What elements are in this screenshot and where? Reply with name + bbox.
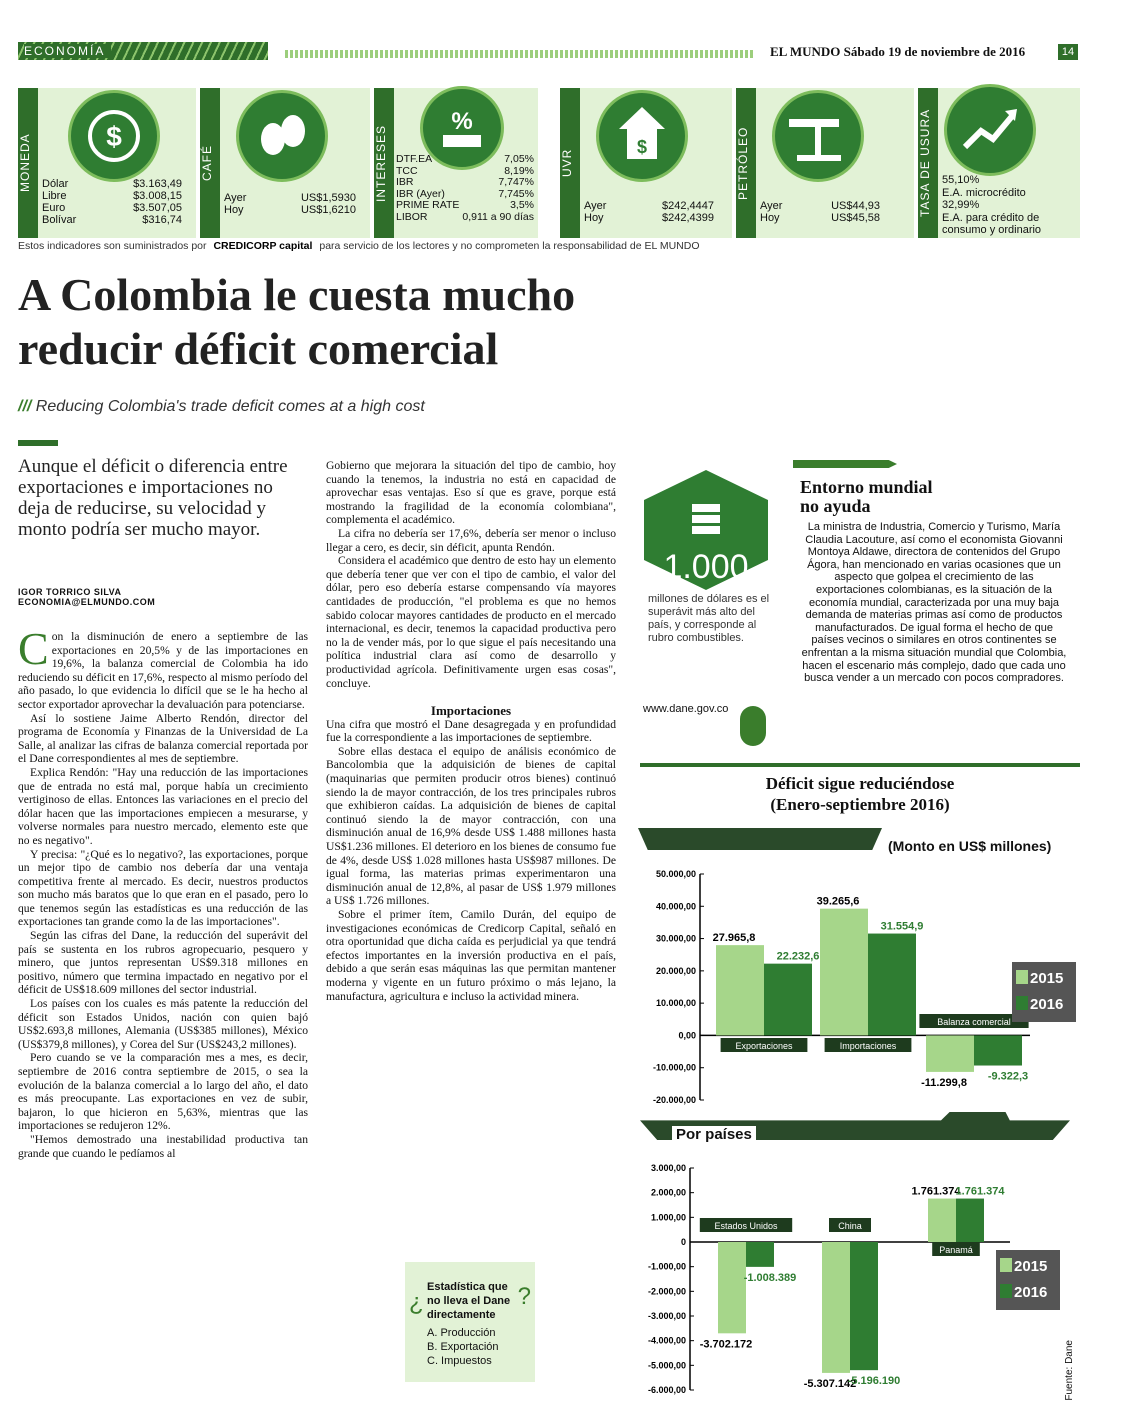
indicator-row <box>396 212 534 224</box>
rising-chart-icon <box>944 84 1036 176</box>
indicator-row <box>42 202 182 214</box>
data-label: 1.761.374 <box>955 1185 1005 1198</box>
chart-unit-label: (Monto en US$ millones) <box>885 838 1054 854</box>
indicator-label: TASA DE USURA <box>918 88 938 238</box>
big-number-note: millones de dólares es el superávit más alto del país, y corresponde al rubro combustibles. <box>648 593 770 644</box>
question-mark-icon: ¿ <box>409 1289 424 1316</box>
category-label: China <box>838 1221 862 1231</box>
indicator-row <box>584 200 714 212</box>
paragraph: Sobre el primer ítem, Camilo Durán, del equipo de investigaciones económicas de Credicorp Capital, señaló en otra oportunidad que dicha caída es perjudicial ya que tendrá efectos importantes en la inversión productiva en el país, debido a que serán esas máquinas las que permitan mantener moderna y vigente en un futuro próximo o más lejano, la manufactura, agricultura e incluso la actividad minera. <box>326 908 616 1003</box>
paragraph <box>18 997 308 1051</box>
chart-subtitle: (Enero-septiembre 2016) <box>770 795 950 814</box>
chart-title-text: Déficit sigue reduciéndose <box>765 774 955 793</box>
headline <box>18 268 838 376</box>
indicator-key: Ayer <box>224 192 247 204</box>
note-text-2: para servicio de los lectores y no comprometen la responsabilidad de EL MUNDO <box>319 240 700 252</box>
paragraph <box>18 712 308 766</box>
svg-text:$: $ <box>106 121 122 152</box>
cargo-ship-icon <box>638 828 882 850</box>
tick-label: -10.000,00 <box>652 1062 696 1073</box>
indicator-key: PRIME RATE <box>396 199 460 211</box>
paragraph-text: Y precisa: "¿Qué es lo negativo?, las exportaciones, porque un mejor tipo de cambio nos debería dar una ventaja competitiva frente al mercado. Es decir, nuestros productos son mucho más baratos que lo que eran en el pasado, pero lo que tenemos según las estadísticas es una reducción de las exportaciones tan grande como la de las importaciones". <box>18 847 308 929</box>
sidebar-title-1: Entorno mundial <box>800 477 933 497</box>
tick-label: 10.000,00 <box>655 998 696 1009</box>
legend-swatch <box>1000 1284 1012 1298</box>
bar-2016 <box>746 1242 774 1267</box>
sidebar-title-2: no ayuda <box>800 496 871 516</box>
indicator-value: US$1,5930 <box>300 192 356 204</box>
indicator-value: 7,747% <box>498 176 534 188</box>
paragraph <box>18 766 308 848</box>
chart-deficit <box>630 862 1080 1112</box>
indicators-note <box>18 240 699 252</box>
indicator-usura <box>918 88 1080 238</box>
indicator-value: US$1,6210 <box>300 204 356 216</box>
author-email: ECONOMIA@ELMUNDO.COM <box>18 597 156 607</box>
indicator-row <box>584 212 714 224</box>
indicator-key: IBR <box>396 176 414 188</box>
quiz-title: Estadística que no lleva el Dane directamente <box>427 1281 511 1321</box>
paragraph-text: Así lo sostiene Jaime Alberto Rendón, director del programa de Economía y Finanzas de la Universidad de La Salle, al analizar las cifras de balanza comercial reportada por el Dane correspondientes al mes de septiembre. <box>18 711 308 766</box>
dane-url[interactable]: www.dane.gov.co <box>643 703 729 715</box>
tick-label: 30.000,00 <box>655 933 696 944</box>
bar-2015 <box>718 1242 746 1333</box>
indicator-label: CAFÉ <box>200 88 220 238</box>
indicator-row <box>396 177 534 189</box>
indicator-row <box>760 200 880 212</box>
legend-label: 2016 <box>1014 1284 1048 1301</box>
masthead: EL MUNDO Sábado 19 de noviembre de 2016 <box>770 44 1026 59</box>
indicator-row <box>760 212 880 224</box>
sidebar-title <box>800 478 933 516</box>
indicator-key: Libre <box>42 190 67 202</box>
section-label: ECONOMÍA <box>24 44 111 58</box>
data-label: -3.702.172 <box>699 1338 753 1351</box>
indicator-row <box>42 190 182 202</box>
tick-label: -6.000,00 <box>647 1385 686 1395</box>
indicator-value: $3.507,05 <box>133 202 182 214</box>
paragraph-text: on la disminución de enero a septiembre de las exportaciones en 20,5% y de las importaciones en 19,6%, la balanza comercial de Colombia ha ido reduciendo su déficit en 17,6%, respecto al mismo período del año pasado, lo que evidencia lo difícil que se le ha hecho al sector exportador aprovechar la devaluación para potenciarse. <box>18 630 308 711</box>
mouse-icon <box>740 706 766 746</box>
paragraph-text: Pero cuando se ve la comparación mes a mes, es decir, septiembre de 2016 contra septiembre de 2015, o sea la evolución de la balanza comercial a lo largo del año, el dato es más preocupante. Las exportaciones en vez de subir, bajaron, lo que hicieron en 5,63%, mientras que las importaciones se redujeron 12%. <box>18 1051 308 1133</box>
indicator-label: MONEDA <box>18 88 38 238</box>
category-label: Panamá <box>939 1245 973 1255</box>
legend-swatch <box>1016 970 1028 984</box>
paragraph-text: Los países con los cuales es más patente la reducción del déficit son Estados Unidos, nación con quien bajó US$2.693,8 millones, Alemania (US$385 millones), México (US$379,8 millones), y Corea del Sur (US$243,2 millones). <box>18 997 308 1051</box>
data-label: 1.761.374 <box>911 1185 961 1198</box>
tick-label: -2.000,00 <box>647 1286 686 1297</box>
paragraph: Una cifra que mostró el Dane desagregada y en profundidad fue la correspondiente a las importaciones de septiembre. <box>326 717 616 745</box>
bar-2015 <box>926 1035 974 1071</box>
data-label: -9.322,3 <box>987 1070 1029 1083</box>
paragraph <box>18 1051 308 1133</box>
usura-line: E.A. microcrédito <box>942 186 1026 199</box>
chart-source: Fuente: Dane <box>1064 1340 1075 1401</box>
indicator-key: Hoy <box>760 212 780 224</box>
data-label: -11.299,8 <box>921 1076 967 1089</box>
indicator-rows <box>942 174 1078 237</box>
svg-text:$: $ <box>636 137 648 157</box>
indicator-value: 0,911 a 90 días <box>462 210 534 223</box>
indicator-key: TCC <box>396 164 418 177</box>
legend-swatch <box>1000 1258 1012 1272</box>
indicator-key: Euro <box>42 202 66 214</box>
indicator-rows <box>224 192 356 216</box>
indicator-label: INTERESES <box>374 88 394 238</box>
indicator-key: DTF.EA <box>396 153 433 165</box>
indicator-rows <box>396 154 534 223</box>
indicator-row <box>396 200 534 212</box>
data-label: 31.554,9 <box>880 920 924 933</box>
tick-label: 0 <box>680 1237 686 1247</box>
article-column-2 <box>326 459 616 1003</box>
category-label: Balanza comercial <box>937 1017 1011 1027</box>
usura-line: 55,10% <box>942 174 980 186</box>
paragraph <box>18 1133 308 1160</box>
sponsor-logo: CREDICORP capital <box>213 240 313 252</box>
category-label: Importaciones <box>839 1041 897 1051</box>
paragraph <box>18 848 308 930</box>
indicator-label: UVR <box>560 88 580 238</box>
oil-pump-icon <box>772 90 864 182</box>
indicator-row <box>42 214 182 226</box>
tick-label: -4.000,00 <box>647 1335 686 1346</box>
decorative-stripe <box>285 50 755 58</box>
byline <box>18 587 155 607</box>
legend-swatch <box>1016 996 1028 1010</box>
bar-2016 <box>850 1242 878 1370</box>
quiz-option: A. Producción <box>427 1327 496 1339</box>
tick-label: 20.000,00 <box>655 965 696 976</box>
indicator-key: Dólar <box>42 178 69 190</box>
usura-line: consumo y ordinario <box>942 224 1042 236</box>
paragraph: Gobierno que mejorara la situación del tipo de cambio, hoy cuando la tenemos, la industria no está en capacidad de aprovechar esas ventajas. Eso sí que es grave, porque está mostrando la fragilidad de la economía colombiana", complementa el académico. <box>326 459 616 527</box>
data-label: -5.307.142 <box>803 1377 857 1390</box>
subheading: Importaciones <box>430 703 512 719</box>
indicator-cafe <box>200 88 370 238</box>
paragraph <box>18 623 308 712</box>
coffee-bean-icon <box>236 90 328 182</box>
bar-2016 <box>764 964 812 1036</box>
indicator-value: $316,74 <box>142 214 182 226</box>
bar-2015 <box>716 945 764 1035</box>
tick-label: -3.000,00 <box>647 1311 686 1321</box>
indicator-row <box>42 178 182 190</box>
sidebar-text: La ministra de Industria, Comercio y Turismo, María Claudia Lacouture, así como el economista Giovanni Montoya Aldawe, directora de contenidos del Grupo Ágora, han mencionado en varias ocasiones que un aspecto que golpea el crecimiento de las exportaciones colombianas, es la situación de la economía mundial, caracterizada por una muy baja demanda de materias primas así como de productos manufacturados. De igual forma el hecho de que países vecinos o similares en otros continentes se enfrentan a la misma situación mundial que Colombia, hacen el escenario más complejo, dado que cada uno busca vender a un mercado con pocos compradores. <box>801 521 1067 685</box>
bar-2015 <box>820 909 868 1036</box>
legend-label: 2016 <box>1030 996 1064 1013</box>
indicator-row <box>224 192 356 204</box>
indicator-key: IBR (Ayer) <box>396 187 445 200</box>
drop-cap: C <box>18 623 49 674</box>
tick-label: 0,00 <box>678 1030 696 1041</box>
indicator-rows <box>584 200 714 224</box>
paragraph: La cifra no debería ser 17,6%, debería ser menor o incluso llegar a cero, es decir, sin déficit, apunta Rendón. <box>326 526 616 554</box>
indicator-petroleo <box>736 88 914 238</box>
svg-text:%: % <box>451 108 473 135</box>
indicator-row <box>396 154 534 166</box>
indicator-intereses <box>374 88 538 238</box>
category-label: Exportaciones <box>735 1041 793 1051</box>
growth-house-icon <box>596 90 688 182</box>
indicator-value: US$45,58 <box>831 212 880 224</box>
indicator-row <box>224 204 356 216</box>
paragraph-text: "Hemos demostrado una inestabilidad productiva tan grande que cuando le pedíamos al <box>18 1132 308 1160</box>
divider <box>640 763 1080 767</box>
indicator-rows <box>42 178 182 226</box>
subhead <box>18 398 425 416</box>
note-text: Estos indicadores son suministrados por <box>18 240 207 252</box>
lede: Aunque el déficit o diferencia entre exportaciones e importaciones no deja de reducirse, su velocidad y monto podría ser mucho mayor. <box>18 456 288 540</box>
indicator-key: Hoy <box>584 212 604 224</box>
tick-label: -5.000,00 <box>647 1360 686 1371</box>
chart-2-title: Por países <box>672 1126 756 1143</box>
indicator-value: $3.163,49 <box>133 178 182 190</box>
subhead-text: Reducing Colombia's trade deficit comes at a high cost <box>35 398 425 415</box>
pencil-icon <box>793 460 897 468</box>
divider <box>18 440 58 446</box>
legend-label: 2015 <box>1014 1258 1048 1275</box>
bar-2015 <box>822 1242 850 1373</box>
tick-label: -1.000,00 <box>647 1261 686 1272</box>
tick-label: 40.000,00 <box>655 901 696 912</box>
indicator-key: Hoy <box>224 204 244 216</box>
article-column-1 <box>18 623 308 1160</box>
indicator-value: 7,745% <box>498 187 534 200</box>
tick-label: 3.000,00 <box>650 1163 686 1173</box>
indicator-moneda <box>18 88 196 238</box>
category-label: Estados Unidos <box>714 1221 778 1231</box>
quiz-box <box>405 1262 535 1382</box>
tick-label: -20.000,00 <box>652 1095 696 1105</box>
indicator-key: Bolívar <box>42 214 77 226</box>
bar-2015 <box>928 1199 956 1242</box>
legend-label: 2015 <box>1030 970 1064 987</box>
tick-label: 1.000,00 <box>650 1212 686 1223</box>
indicator-key: Ayer <box>760 200 783 212</box>
bar-2016 <box>974 1035 1022 1065</box>
indicator-value: 8,19% <box>504 164 534 177</box>
paragraph: Considera el académico que dentro de esto hay un elemento que debería tener que ver con el tipo de cambio, el valor del dólar, pero eso debería estarse compensando vía mayores cantidades de producción, "el problema es que no hemos sabido colocar mayores cantidades de producto en el mercado internacional, es decir, tenemos la capacidad productiva pero no la de vender más, por lo que sigue el país necesitando una política industrial clara así como de desarrollo y productividad agrícola. Definitivamente urgen esas cosas", concluye. <box>326 554 616 690</box>
indicator-value: $242,4447 <box>662 200 714 212</box>
indicator-value: 7,05% <box>504 153 534 165</box>
bills-icon <box>690 500 722 541</box>
quiz-option: C. Impuestos <box>427 1355 492 1367</box>
indicator-key: Ayer <box>584 200 607 212</box>
indicator-uvr <box>560 88 732 238</box>
page-number: 14 <box>1058 44 1078 60</box>
chart-title <box>640 773 1080 815</box>
paragraph <box>18 929 308 997</box>
indicator-value: $242,4399 <box>662 212 714 224</box>
chart-countries <box>630 1150 1060 1400</box>
data-label: 27.965,8 <box>712 932 756 945</box>
author: IGOR TORRICO SILVA <box>18 587 122 597</box>
question-mark-icon: ? <box>517 1283 531 1310</box>
indicator-label: PETRÓLEO <box>736 88 756 238</box>
usura-line: 32,99% <box>942 199 980 211</box>
data-label: -5.196.190 <box>847 1375 901 1388</box>
indicator-rows <box>760 200 880 224</box>
section-bar <box>18 42 268 60</box>
paragraph-text: Según las cifras del Dane, la reducción del superávit del país se sustenta en los rubros agropecuario, pesquero y minero, que juntos representan US$9.318 millones en positivo, número que termina impactado en negativo por el déficit de US$18.609 millones del sector industrial. <box>18 929 308 997</box>
paragraph: Sobre ellas destaca el equipo de análisis económico de Bancolombia que la adquisición de bienes de capital (maquinarias que permiten producir otros bienes) continuó siendo la de mayor contracción, de los tres principales rubros que exhibieron caídas. La adquisición de bienes de capital continuó siendo la de mayor contracción, con una disminución anual de 16,9% desde US$ 1.488 millones hasta US$1.236 millones. El deterioro en los bienes de consumo fue de 4%, desde US$ 1.028 millones hasta US$987 millones. De igual forma, las materias primas experimentaron una disminución anual de 12,8%, al pasar de US$ 1.979 millones a US$ 1.726 millones. <box>326 744 616 908</box>
usura-line: E.A. para crédito de <box>942 211 1040 224</box>
indicator-value: US$44,93 <box>831 200 880 212</box>
data-label: 22.232,6 <box>776 950 820 963</box>
paragraph-text: Explica Rendón: "Hay una reducción de las importaciones que de entrada no está mal, porque había un crecimiento vertiginoso de ellas. Entonces las variaciones en el precio del dólar hacen que las importaciones empiecen a mesurarse, y volverse normales para nuestro mercado, elemento este que no es negativo". <box>18 765 308 847</box>
quiz-option: B. Exportación <box>427 1341 499 1353</box>
quiz-options <box>427 1326 527 1368</box>
indicator-value: $3.008,15 <box>133 190 182 202</box>
headline-line-1: A Colombia le cuesta mucho <box>18 269 576 320</box>
money-icon <box>68 90 160 182</box>
headline-line-2: reducir déficit comercial <box>18 323 499 374</box>
data-label: 39.265,6 <box>816 895 860 908</box>
tick-label: 2.000,00 <box>650 1187 686 1198</box>
data-label: -1.008.389 <box>743 1271 797 1284</box>
big-number: 1.000 <box>663 548 749 586</box>
bar-2016 <box>868 934 916 1036</box>
tick-label: 50.000,00 <box>655 869 696 879</box>
bar-2016 <box>956 1199 984 1242</box>
indicator-key: LIBOR <box>396 210 428 223</box>
indicator-value: 3,5% <box>510 199 534 211</box>
slash-mark: /// <box>18 398 36 415</box>
